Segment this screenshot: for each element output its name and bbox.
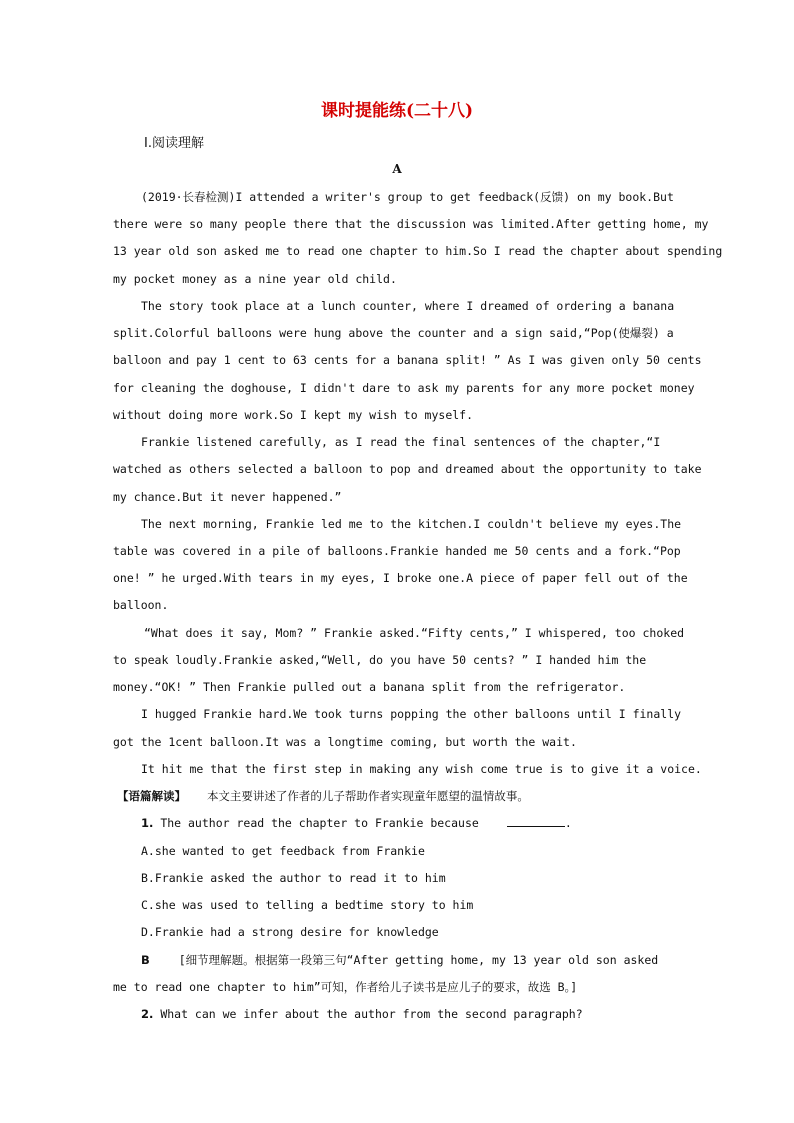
passage-line: for cleaning the doghouse, I didn't dare to ask my parents for any more pocket money xyxy=(113,381,695,395)
analysis xyxy=(117,788,529,804)
passage-line: without doing more work.So I kept my wish to myself. xyxy=(113,408,474,422)
passage-line: there were so many people there that the discussion was limited.After getting home, my xyxy=(113,217,709,231)
explanation-text: me to read one chapter to him”可知，作者给儿子读书是应儿子的要求，故选 B。] xyxy=(113,980,578,994)
passage-label: A xyxy=(392,162,402,176)
passage-line: my chance.But it never happened.” xyxy=(113,490,342,504)
option-b: B.Frankie asked the author to read it to him xyxy=(141,871,446,885)
passage-line: my pocket money as a nine year old child. xyxy=(113,272,397,286)
passage-line: (2019·长春检测)I attended a writer's group to get feedback(反馈) on my book.But xyxy=(141,190,674,204)
question-1: 1. The author read the chapter to Frankie because . xyxy=(141,816,572,830)
option-c: C.she was used to telling a bedtime story to him xyxy=(141,898,474,912)
passage-line: Frankie listened carefully, as I read the final sentences of the chapter,“I xyxy=(141,435,661,449)
explanation-text: [细节理解题。根据第一段第三句“After getting home, my 13 year old son asked xyxy=(178,953,659,967)
passage-line: split.Colorful balloons were hung above the counter and a sign said,“Pop(使爆裂) a xyxy=(113,326,674,340)
analysis-text: 本文主要讲述了作者的儿子帮助作者实现童年愿望的温情故事。 xyxy=(206,789,529,803)
option-a: A.she wanted to get feedback from Frankie xyxy=(141,844,425,858)
passage-line: one! ” he urged.With tears in my eyes, I broke one.A piece of paper fell out of the xyxy=(113,571,688,585)
question-stem: The author read the chapter to Frankie because xyxy=(160,816,479,830)
analysis-label: 【语篇解读】 xyxy=(117,789,186,803)
answer-blank xyxy=(507,815,565,827)
section-heading: Ⅰ.阅读理解 xyxy=(144,136,204,151)
passage-line: balloon and pay 1 cent to 63 cents for a banana split! ” As I was given only 50 cents xyxy=(113,353,702,367)
question-number: 1. xyxy=(141,816,154,830)
passage-line: money.“OK! ” Then Frankie pulled out a banana split from the refrigerator. xyxy=(113,680,626,694)
passage-line: balloon. xyxy=(113,598,169,612)
passage-line: The story took place at a lunch counter, where I dreamed of ordering a banana xyxy=(141,299,675,313)
passage-line: 13 year old son asked me to read one chapter to him.So I read the chapter about spending xyxy=(113,244,723,258)
passage-line: “What does it say, Mom? ” Frankie asked.“Fifty cents,” I whispered, too choked xyxy=(144,626,685,640)
question-stem: What can we infer about the author from the second paragraph? xyxy=(160,1007,583,1021)
passage-line: got the 1cent balloon.It was a longtime coming, but worth the wait. xyxy=(113,735,577,749)
answer-explanation xyxy=(141,952,658,968)
question-number: 2. xyxy=(141,1007,154,1021)
question-2 xyxy=(141,1006,583,1022)
answer-letter: B xyxy=(141,953,150,967)
passage-line: to speak loudly.Frankie asked,“Well, do you have 50 cents? ” I handed him the xyxy=(113,653,647,667)
passage-line: It hit me that the first step in making any wish come true is to give it a voice. xyxy=(141,762,702,776)
passage-line: watched as others selected a balloon to pop and dreamed about the opportunity to take xyxy=(113,462,702,476)
passage-line: The next morning, Frankie led me to the kitchen.I couldn't believe my eyes.The xyxy=(141,517,682,531)
passage-line: table was covered in a pile of balloons.Frankie handed me 50 cents and a fork.“Pop xyxy=(113,544,681,558)
option-d: D.Frankie had a strong desire for knowledge xyxy=(141,925,439,939)
passage-line: I hugged Frankie hard.We took turns popping the other balloons until I finally xyxy=(141,707,682,721)
page-title: 课时提能练(二十八) xyxy=(320,101,474,121)
